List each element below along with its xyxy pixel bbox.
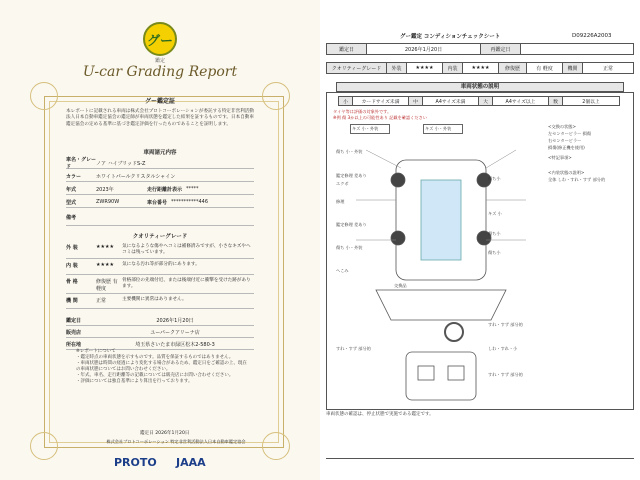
ornament-top-left [30, 82, 58, 110]
vehicle-name-row: 車名・グレード ノア ハイブリッドS-Z [66, 158, 254, 169]
label-9: 傷ち 小・外装 [336, 245, 363, 250]
label-15: すれ・すず 部分的 [488, 322, 523, 327]
quality-row: クオリティーグレード 外装 ★★★★ 内装 ★★★★ 修復歴 有 軽度 機関 正常 [326, 62, 634, 74]
label-2: キズ 小・外装 [425, 126, 452, 131]
label-3: 傷ち 小・外装 [336, 149, 363, 154]
note-warning: タイヤ等は評価の対象外です。 ※例 傷 3か以上の可能性あり 記載を確認ください [333, 109, 427, 120]
side-note-2: 左センターピラー 損傷 [548, 131, 592, 136]
grade-row-interior: 内 装 ★★★★ 気になる汚れ等が部分的にあります。 [66, 262, 254, 275]
seat-front-right [448, 366, 464, 380]
date-row: 鑑定日 2026年1月20日 再鑑定日 [326, 43, 634, 55]
vehicle-section-title: 車両諸元内容 [143, 150, 177, 156]
label-5: エクボ [336, 181, 349, 186]
wheel-rl [391, 231, 405, 245]
label-11: 交換品 [394, 283, 407, 288]
report-notes: ※レポートについて ・鑑定時点の車両状態を示すものです。品質を保証するものではありません。 ・車両状態は時間の経過により変化する場合があるため、鑑定日をご確認の上、現在の車両状態についてはお問い合わせください。 ・年式、車名、走行距離等の記載については販売店にお問い合わせください。 ・評価については独自基準により算出を行っております。 [76, 349, 247, 384]
footer-address: 株式会社プロトコーポレーション 特定非営利活動法人日本自動車鑑定協会 [106, 439, 246, 444]
car-rear-view [376, 290, 506, 320]
side-note-4: 損傷(修正機を使用) [548, 145, 585, 150]
jaaa-logo: JAAA [176, 456, 206, 469]
grade-row-frame: 骨 格 修復歴 有 軽度 骨格部位の先端付近、または後端付近に衝撃を受けた跡があります。 [66, 278, 254, 294]
label-17: しわ・すれ・小 [488, 346, 518, 351]
bottom-note: 車両状態の確認は、停止状態で実施である鑑定です。 [326, 412, 434, 417]
label-8: 鑑定修理 差あり [336, 222, 367, 227]
label-13: 傷ち小 [488, 231, 501, 236]
quality-section-title: クオリティーグレード [132, 234, 188, 240]
label-6: 修理 [336, 199, 345, 204]
appraisal-date-row: 鑑定日 2026年1月20日 [66, 315, 254, 326]
certificate-name: グー鑑定証 [144, 98, 175, 105]
address-row: 所在地 埼玉県さいたま市緑区松木2-580-3 [66, 339, 254, 350]
side-note-6: <内装状態の説明> [548, 170, 585, 175]
size-legend: 小 カードサイズ未満 中 A4サイズ未満 大 A4サイズ以上 数 2個以上 [338, 96, 620, 106]
car-roof [421, 180, 461, 260]
shop-row: 販売店 ユーパークアリーナ店 [66, 327, 254, 338]
car-diagram [326, 120, 556, 410]
checksheet-title: グー鑑定 コンディションチェックシート [400, 34, 501, 40]
vehicle-remarks-row: 備考 [66, 210, 254, 226]
signature-area [326, 411, 634, 459]
report-title: U-car Grading Report [82, 64, 238, 80]
label-18: すれ・すず 部分的 [488, 372, 523, 377]
seat-front-left [418, 366, 434, 380]
vehicle-model-row: 型式 ZWR90W 車台番号 ***********446 [66, 197, 254, 208]
vehicle-color-row: カラー ホワイトパールクリスタルシャイン [66, 171, 254, 182]
ornament-top-right [262, 82, 290, 110]
vehicle-year-row: 年式 2023年 走行距離計表示 ***** [66, 184, 254, 195]
ornament-bottom-left [30, 432, 58, 460]
label-10: へこみ [336, 268, 349, 273]
label-1: キズ 小・外装 [352, 126, 379, 131]
checksheet-code: D09226A2003 [572, 33, 612, 39]
condition-box-title: 車両状態の説明 [336, 82, 624, 92]
proto-logo: PROTO [114, 456, 157, 469]
wheel-fl [391, 173, 405, 187]
ornament-bottom-right [262, 432, 290, 460]
grade-row-engine: 機 関 正常 主要機関に異常はありません。 [66, 297, 254, 309]
steering-wheel-icon [445, 323, 463, 341]
label-7: 傷ち小 [488, 176, 501, 181]
goo-badge-logo: グー [143, 22, 177, 56]
label-14: 傷ち小 [488, 250, 501, 255]
label-16: すれ・すず 部分的 [336, 346, 371, 351]
label-12: キズ 小 [488, 211, 502, 216]
side-note-1: <交換の状態> [548, 124, 576, 129]
grade-row-exterior: 外 装 ★★★★ 気になるような傷やヘコミは補修済みですが、小さなキズやヘコミは残っています。 [66, 244, 254, 259]
side-note-3: 右センターピラー [548, 138, 582, 143]
interior-outline [406, 352, 476, 400]
side-note-7: 全体 しわ・すれ・すず 部分的 [548, 177, 606, 182]
intro-text: 本レポートに記載される車両は株式会社プロトコーポレーションが委託する特定非営利活動法人日本自動車鑑定協会の鑑定師が車両状態を鑑定した結果を証するものです。日本自動車鑑定協会の定める基準に基づき鑑定評価を行ったものであることを証明します。 [66, 109, 254, 127]
badge-caption: 鑑定 [154, 58, 165, 64]
label-4: 鑑定修理 差あり [336, 173, 367, 178]
footer-date: 鑑定日 2026年1月20日 [140, 431, 190, 436]
side-note-5: <特記事項> [548, 155, 572, 160]
